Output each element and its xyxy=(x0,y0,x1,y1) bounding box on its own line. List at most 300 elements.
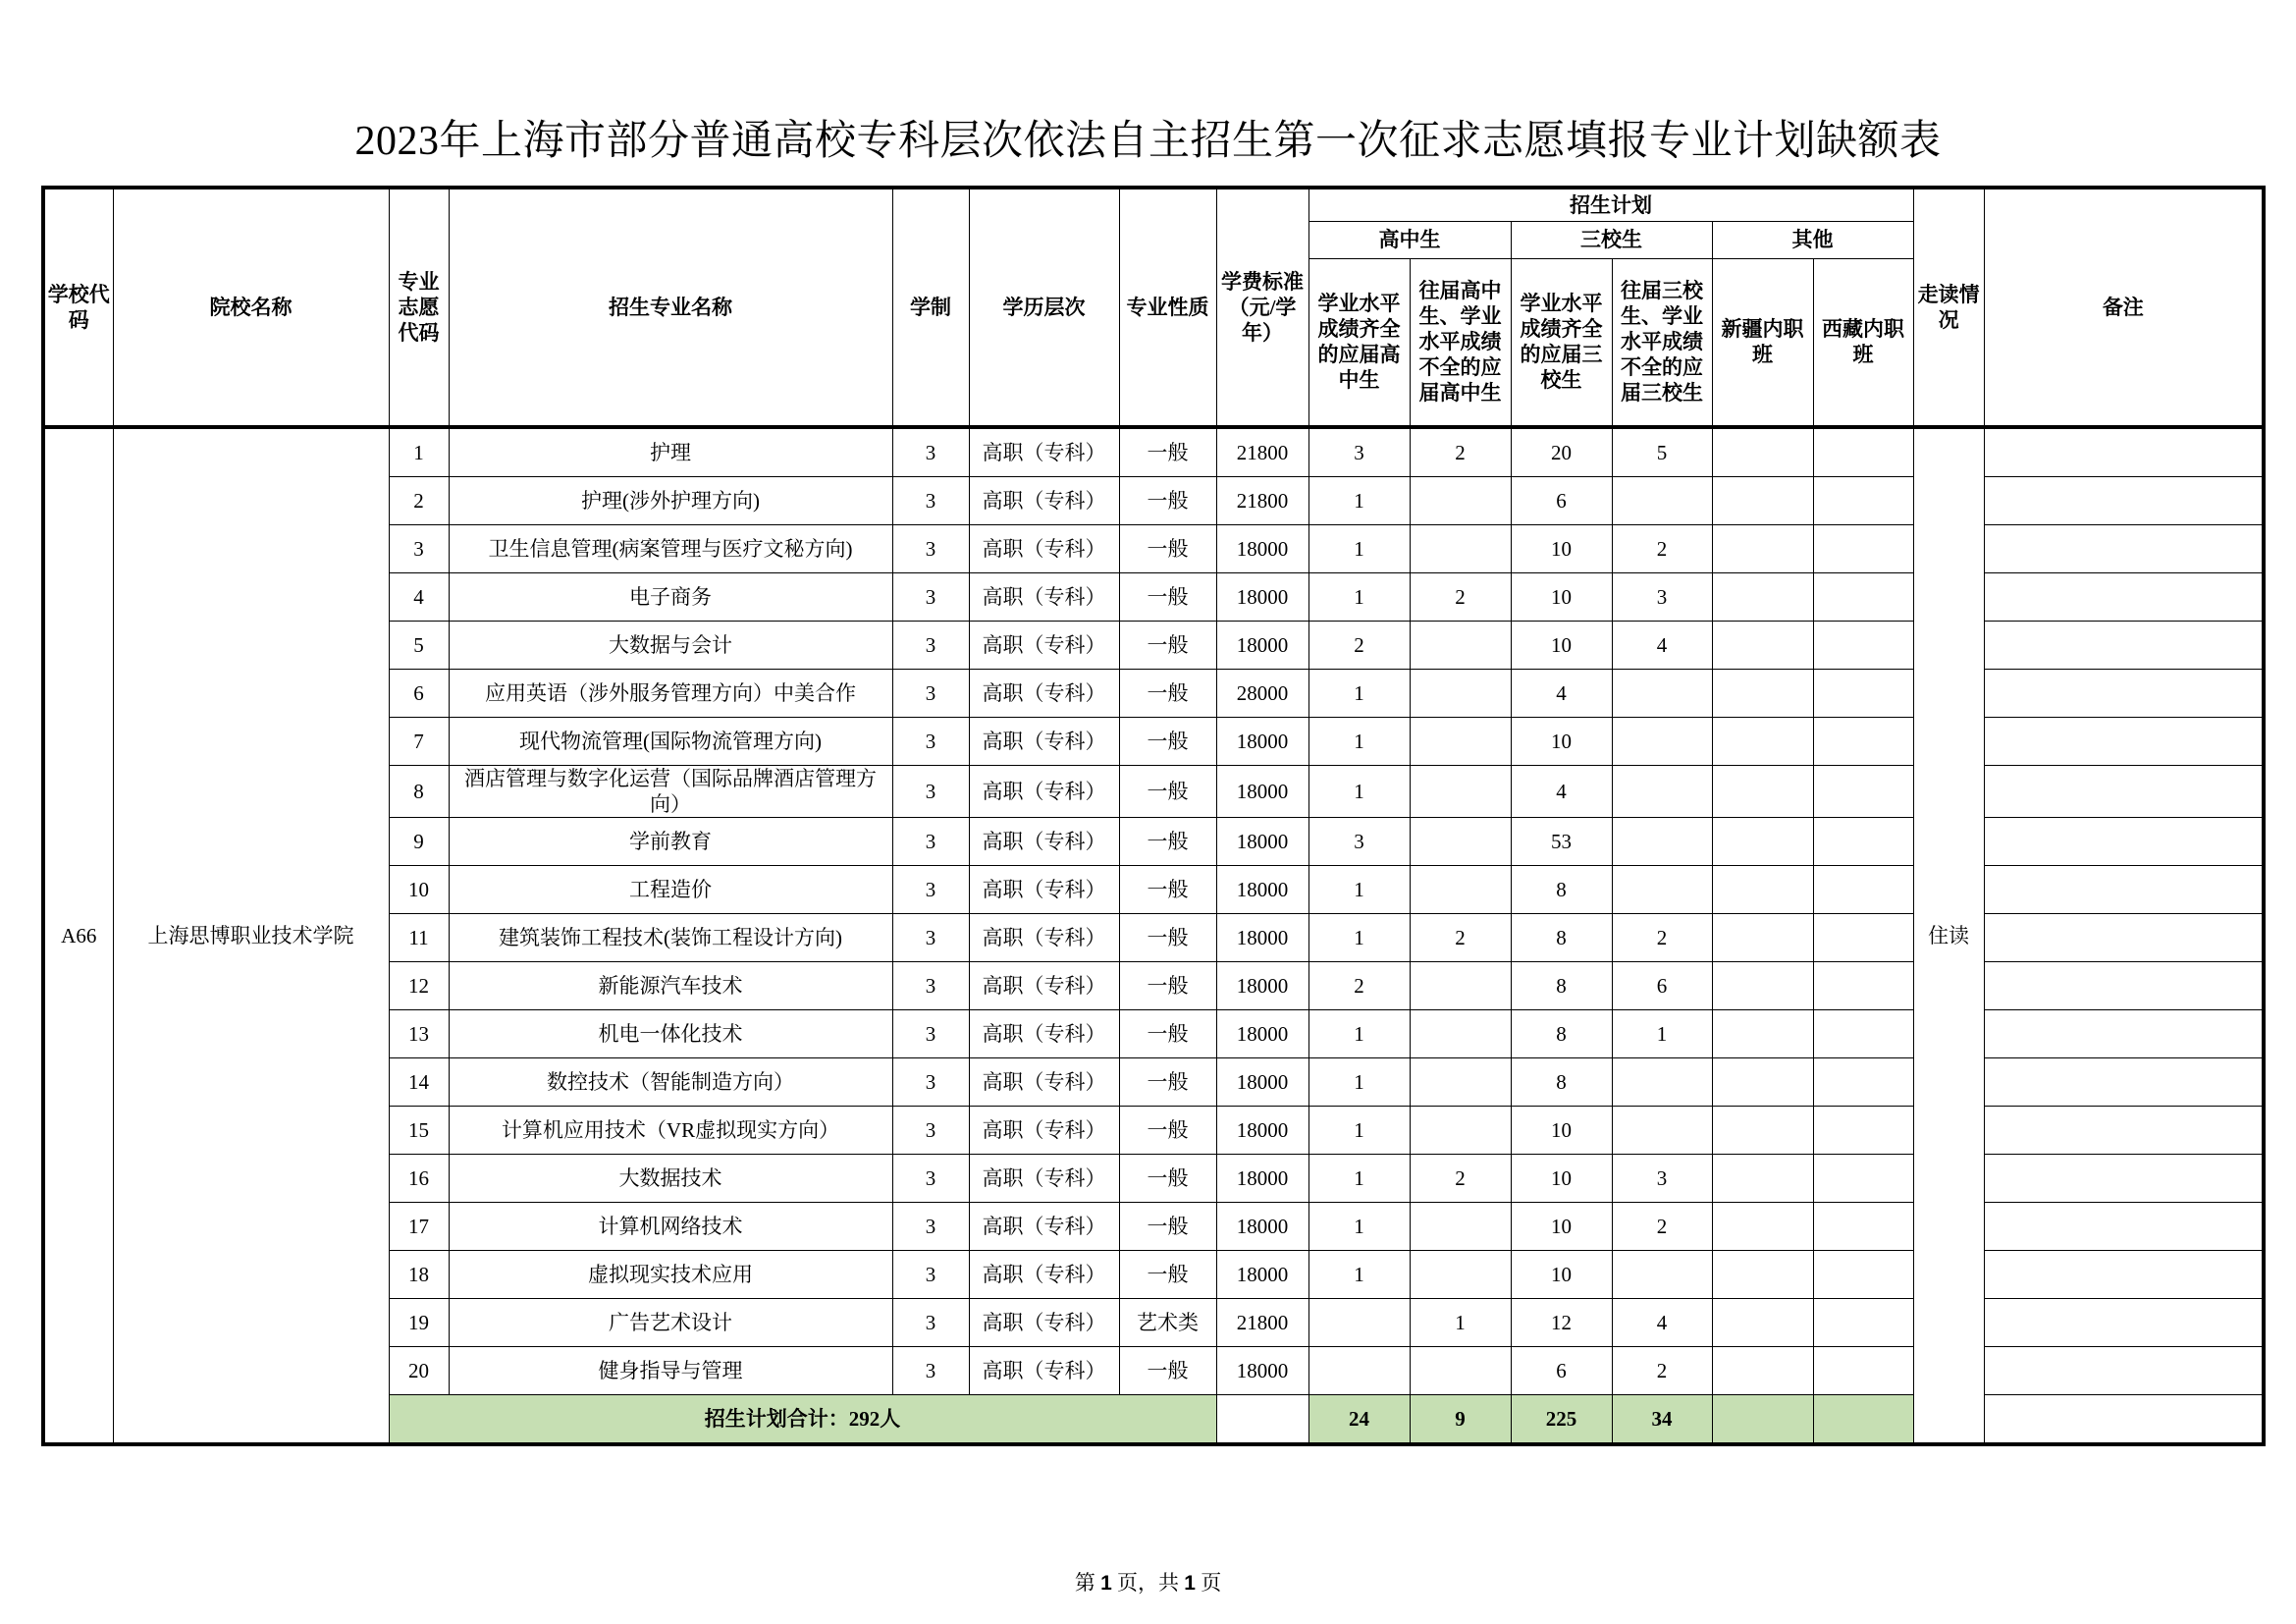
totals-remarks xyxy=(1984,1395,2264,1445)
hs-past-cell: 2 xyxy=(1410,914,1511,962)
major-name-cell: 广告艺术设计 xyxy=(449,1299,892,1347)
tibet-cell xyxy=(1813,818,1913,866)
header-duration: 学制 xyxy=(892,188,969,427)
hs-past-cell xyxy=(1410,622,1511,670)
ts-past-cell: 2 xyxy=(1612,914,1712,962)
ts-past-cell xyxy=(1612,866,1712,914)
hs-past-cell xyxy=(1410,1203,1511,1251)
ts-past-cell: 2 xyxy=(1612,525,1712,573)
page-footer xyxy=(0,1567,2296,1597)
fee-cell: 18000 xyxy=(1216,1347,1308,1395)
tibet-cell xyxy=(1813,1299,1913,1347)
fee-cell: 18000 xyxy=(1216,1203,1308,1251)
header-hs-past: 往届高中生、学业水平成绩不全的应届高中生 xyxy=(1410,258,1511,427)
fee-cell: 18000 xyxy=(1216,1251,1308,1299)
hs-past-cell xyxy=(1410,866,1511,914)
major-name-cell: 电子商务 xyxy=(449,573,892,622)
fee-cell: 18000 xyxy=(1216,525,1308,573)
tibet-cell xyxy=(1813,1010,1913,1058)
duration-cell: 3 xyxy=(892,1299,969,1347)
remarks-cell xyxy=(1984,1203,2264,1251)
hs-past-cell xyxy=(1410,1251,1511,1299)
tibet-cell xyxy=(1813,1251,1913,1299)
ts-current-cell: 10 xyxy=(1511,573,1612,622)
major-name-cell: 大数据与会计 xyxy=(449,622,892,670)
ts-current-cell: 8 xyxy=(1511,1010,1612,1058)
xinjiang-cell xyxy=(1712,573,1813,622)
tibet-cell xyxy=(1813,1155,1913,1203)
xinjiang-cell xyxy=(1712,1203,1813,1251)
duration-cell: 3 xyxy=(892,818,969,866)
level-cell: 高职（专科） xyxy=(969,818,1119,866)
header-nature: 专业性质 xyxy=(1119,188,1216,427)
nature-cell: 一般 xyxy=(1119,427,1216,477)
duration-cell: 3 xyxy=(892,866,969,914)
xinjiang-cell xyxy=(1712,622,1813,670)
xinjiang-cell xyxy=(1712,477,1813,525)
header-hs-current: 学业水平成绩齐全的应届高中生 xyxy=(1308,258,1410,427)
header-tibet: 西藏内职班 xyxy=(1813,258,1913,427)
remarks-cell xyxy=(1984,1058,2264,1107)
ts-current-cell: 53 xyxy=(1511,818,1612,866)
major-code-cell: 9 xyxy=(389,818,449,866)
xinjiang-cell xyxy=(1712,866,1813,914)
major-code-cell: 13 xyxy=(389,1010,449,1058)
header-boarding: 走读情况 xyxy=(1913,188,1984,427)
level-cell: 高职（专科） xyxy=(969,962,1119,1010)
hs-current-cell: 1 xyxy=(1308,1203,1410,1251)
ts-current-cell: 10 xyxy=(1511,1107,1612,1155)
tibet-cell xyxy=(1813,1347,1913,1395)
xinjiang-cell xyxy=(1712,1010,1813,1058)
header-ts-past: 往届三校生、学业水平成绩不全的应届三校生 xyxy=(1612,258,1712,427)
ts-past-cell: 2 xyxy=(1612,1203,1712,1251)
remarks-cell xyxy=(1984,1107,2264,1155)
hs-current-cell: 1 xyxy=(1308,866,1410,914)
school-code-cell: A66 xyxy=(43,427,113,1444)
nature-cell: 一般 xyxy=(1119,718,1216,766)
tibet-cell xyxy=(1813,427,1913,477)
table-row xyxy=(43,427,2264,477)
tibet-cell xyxy=(1813,962,1913,1010)
hs-past-cell xyxy=(1410,1010,1511,1058)
remarks-cell xyxy=(1984,573,2264,622)
ts-current-cell: 10 xyxy=(1511,1155,1612,1203)
tibet-cell xyxy=(1813,1107,1913,1155)
level-cell: 高职（专科） xyxy=(969,622,1119,670)
fee-cell: 21800 xyxy=(1216,477,1308,525)
major-name-cell: 应用英语（涉外服务管理方向）中美合作 xyxy=(449,670,892,718)
nature-cell: 一般 xyxy=(1119,477,1216,525)
duration-cell: 3 xyxy=(892,1010,969,1058)
hs-past-cell xyxy=(1410,1058,1511,1107)
duration-cell: 3 xyxy=(892,1203,969,1251)
major-code-cell: 20 xyxy=(389,1347,449,1395)
totals-hs-past: 9 xyxy=(1410,1395,1511,1445)
major-code-cell: 15 xyxy=(389,1107,449,1155)
major-code-cell: 6 xyxy=(389,670,449,718)
duration-cell: 3 xyxy=(892,914,969,962)
level-cell: 高职（专科） xyxy=(969,477,1119,525)
hs-past-cell: 2 xyxy=(1410,1155,1511,1203)
fee-cell: 18000 xyxy=(1216,914,1308,962)
major-code-cell: 7 xyxy=(389,718,449,766)
nature-cell: 一般 xyxy=(1119,622,1216,670)
hs-current-cell: 1 xyxy=(1308,1058,1410,1107)
major-code-cell: 17 xyxy=(389,1203,449,1251)
ts-past-cell: 4 xyxy=(1612,1299,1712,1347)
level-cell: 高职（专科） xyxy=(969,766,1119,818)
remarks-cell xyxy=(1984,670,2264,718)
ts-past-cell: 1 xyxy=(1612,1010,1712,1058)
school-name-cell: 上海思博职业技术学院 xyxy=(113,427,389,1444)
nature-cell: 一般 xyxy=(1119,914,1216,962)
totals-ts-past: 34 xyxy=(1612,1395,1712,1445)
ts-past-cell xyxy=(1612,1058,1712,1107)
totals-label: 招生计划合计：292人 xyxy=(389,1395,1216,1445)
ts-past-cell xyxy=(1612,1107,1712,1155)
duration-cell: 3 xyxy=(892,622,969,670)
hs-current-cell: 1 xyxy=(1308,1107,1410,1155)
ts-past-cell: 3 xyxy=(1612,573,1712,622)
ts-past-cell: 2 xyxy=(1612,1347,1712,1395)
level-cell: 高职（专科） xyxy=(969,427,1119,477)
ts-current-cell: 10 xyxy=(1511,718,1612,766)
nature-cell: 一般 xyxy=(1119,573,1216,622)
duration-cell: 3 xyxy=(892,1107,969,1155)
fee-cell: 18000 xyxy=(1216,866,1308,914)
nature-cell: 一般 xyxy=(1119,1251,1216,1299)
remarks-cell xyxy=(1984,1347,2264,1395)
duration-cell: 3 xyxy=(892,718,969,766)
hs-past-cell xyxy=(1410,718,1511,766)
header-school-code: 学校代码 xyxy=(43,188,113,427)
duration-cell: 3 xyxy=(892,573,969,622)
hs-past-cell xyxy=(1410,1347,1511,1395)
level-cell: 高职（专科） xyxy=(969,1251,1119,1299)
nature-cell: 一般 xyxy=(1119,766,1216,818)
ts-past-cell xyxy=(1612,477,1712,525)
footer-prefix: 第 xyxy=(1074,1571,1101,1595)
ts-past-cell xyxy=(1612,670,1712,718)
ts-current-cell: 8 xyxy=(1511,914,1612,962)
footer-suffix: 页 xyxy=(1195,1571,1222,1595)
remarks-cell xyxy=(1984,766,2264,818)
major-name-cell: 健身指导与管理 xyxy=(449,1347,892,1395)
level-cell: 高职（专科） xyxy=(969,1058,1119,1107)
hs-current-cell: 1 xyxy=(1308,1155,1410,1203)
xinjiang-cell xyxy=(1712,818,1813,866)
header-plan: 招生计划 xyxy=(1308,188,1913,221)
ts-past-cell: 4 xyxy=(1612,622,1712,670)
tibet-cell xyxy=(1813,718,1913,766)
hs-current-cell: 1 xyxy=(1308,914,1410,962)
ts-current-cell: 10 xyxy=(1511,525,1612,573)
level-cell: 高职（专科） xyxy=(969,1107,1119,1155)
hs-current-cell: 1 xyxy=(1308,1251,1410,1299)
fee-cell: 21800 xyxy=(1216,427,1308,477)
level-cell: 高职（专科） xyxy=(969,573,1119,622)
hs-current-cell: 1 xyxy=(1308,525,1410,573)
header-high-school: 高中生 xyxy=(1308,221,1511,258)
hs-current-cell: 3 xyxy=(1308,427,1410,477)
major-name-cell: 学前教育 xyxy=(449,818,892,866)
fee-cell: 18000 xyxy=(1216,962,1308,1010)
plan-table xyxy=(41,186,2266,1446)
hs-current-cell: 3 xyxy=(1308,818,1410,866)
hs-past-cell xyxy=(1410,525,1511,573)
major-name-cell: 现代物流管理(国际物流管理方向) xyxy=(449,718,892,766)
tibet-cell xyxy=(1813,670,1913,718)
remarks-cell xyxy=(1984,427,2264,477)
header-level: 学历层次 xyxy=(969,188,1119,427)
nature-cell: 一般 xyxy=(1119,1155,1216,1203)
header-xinjiang: 新疆内职班 xyxy=(1712,258,1813,427)
totals-hs-current: 24 xyxy=(1308,1395,1410,1445)
header-ts-current: 学业水平成绩齐全的应届三校生 xyxy=(1511,258,1612,427)
ts-current-cell: 8 xyxy=(1511,962,1612,1010)
major-code-cell: 3 xyxy=(389,525,449,573)
level-cell: 高职（专科） xyxy=(969,1203,1119,1251)
hs-current-cell: 2 xyxy=(1308,962,1410,1010)
hs-current-cell: 1 xyxy=(1308,1010,1410,1058)
hs-past-cell xyxy=(1410,477,1511,525)
major-code-cell: 4 xyxy=(389,573,449,622)
duration-cell: 3 xyxy=(892,1251,969,1299)
ts-past-cell: 3 xyxy=(1612,1155,1712,1203)
xinjiang-cell xyxy=(1712,1347,1813,1395)
duration-cell: 3 xyxy=(892,766,969,818)
major-code-cell: 5 xyxy=(389,622,449,670)
major-name-cell: 计算机网络技术 xyxy=(449,1203,892,1251)
nature-cell: 一般 xyxy=(1119,1203,1216,1251)
major-code-cell: 14 xyxy=(389,1058,449,1107)
major-code-cell: 1 xyxy=(389,427,449,477)
fee-cell: 18000 xyxy=(1216,1010,1308,1058)
level-cell: 高职（专科） xyxy=(969,1347,1119,1395)
xinjiang-cell xyxy=(1712,914,1813,962)
hs-current-cell: 1 xyxy=(1308,766,1410,818)
nature-cell: 一般 xyxy=(1119,525,1216,573)
tibet-cell xyxy=(1813,866,1913,914)
remarks-cell xyxy=(1984,1155,2264,1203)
xinjiang-cell xyxy=(1712,1107,1813,1155)
major-name-cell: 数控技术（智能制造方向） xyxy=(449,1058,892,1107)
fee-cell: 18000 xyxy=(1216,622,1308,670)
level-cell: 高职（专科） xyxy=(969,1155,1119,1203)
remarks-cell xyxy=(1984,477,2264,525)
xinjiang-cell xyxy=(1712,1058,1813,1107)
ts-current-cell: 10 xyxy=(1511,622,1612,670)
nature-cell: 一般 xyxy=(1119,866,1216,914)
duration-cell: 3 xyxy=(892,477,969,525)
level-cell: 高职（专科） xyxy=(969,1010,1119,1058)
duration-cell: 3 xyxy=(892,962,969,1010)
hs-current-cell: 1 xyxy=(1308,573,1410,622)
major-code-cell: 2 xyxy=(389,477,449,525)
xinjiang-cell xyxy=(1712,427,1813,477)
totals-fee-cell xyxy=(1216,1395,1308,1445)
boarding-cell: 住读 xyxy=(1913,427,1984,1444)
remarks-cell xyxy=(1984,525,2264,573)
xinjiang-cell xyxy=(1712,718,1813,766)
nature-cell: 艺术类 xyxy=(1119,1299,1216,1347)
hs-current-cell xyxy=(1308,1347,1410,1395)
table-header xyxy=(43,188,2264,427)
major-name-cell: 护理(涉外护理方向) xyxy=(449,477,892,525)
remarks-cell xyxy=(1984,718,2264,766)
ts-current-cell: 20 xyxy=(1511,427,1612,477)
remarks-cell xyxy=(1984,962,2264,1010)
xinjiang-cell xyxy=(1712,525,1813,573)
major-name-cell: 卫生信息管理(病案管理与医疗文秘方向) xyxy=(449,525,892,573)
ts-past-cell: 5 xyxy=(1612,427,1712,477)
totals-xinjiang xyxy=(1712,1395,1813,1445)
remarks-cell xyxy=(1984,1010,2264,1058)
xinjiang-cell xyxy=(1712,766,1813,818)
hs-current-cell: 1 xyxy=(1308,718,1410,766)
ts-current-cell: 12 xyxy=(1511,1299,1612,1347)
header-school-name: 院校名称 xyxy=(113,188,389,427)
hs-past-cell xyxy=(1410,962,1511,1010)
duration-cell: 3 xyxy=(892,525,969,573)
major-name-cell: 酒店管理与数字化运营（国际品牌酒店管理方向） xyxy=(449,766,892,818)
major-name-cell: 大数据技术 xyxy=(449,1155,892,1203)
level-cell: 高职（专科） xyxy=(969,914,1119,962)
level-cell: 高职（专科） xyxy=(969,1299,1119,1347)
xinjiang-cell xyxy=(1712,1251,1813,1299)
tibet-cell xyxy=(1813,1058,1913,1107)
fee-cell: 18000 xyxy=(1216,818,1308,866)
header-major-code: 专业志愿代码 xyxy=(389,188,449,427)
ts-current-cell: 10 xyxy=(1511,1251,1612,1299)
nature-cell: 一般 xyxy=(1119,1107,1216,1155)
ts-past-cell xyxy=(1612,818,1712,866)
major-name-cell: 机电一体化技术 xyxy=(449,1010,892,1058)
header-other: 其他 xyxy=(1712,221,1913,258)
major-code-cell: 8 xyxy=(389,766,449,818)
fee-cell: 18000 xyxy=(1216,718,1308,766)
tibet-cell xyxy=(1813,766,1913,818)
remarks-cell xyxy=(1984,1299,2264,1347)
major-code-cell: 12 xyxy=(389,962,449,1010)
xinjiang-cell xyxy=(1712,1299,1813,1347)
duration-cell: 3 xyxy=(892,1058,969,1107)
ts-past-cell xyxy=(1612,1251,1712,1299)
nature-cell: 一般 xyxy=(1119,1010,1216,1058)
nature-cell: 一般 xyxy=(1119,962,1216,1010)
tibet-cell xyxy=(1813,525,1913,573)
duration-cell: 3 xyxy=(892,427,969,477)
duration-cell: 3 xyxy=(892,1347,969,1395)
level-cell: 高职（专科） xyxy=(969,525,1119,573)
major-name-cell: 计算机应用技术（VR虚拟现实方向） xyxy=(449,1107,892,1155)
hs-current-cell: 1 xyxy=(1308,477,1410,525)
hs-past-cell: 1 xyxy=(1410,1299,1511,1347)
major-name-cell: 护理 xyxy=(449,427,892,477)
remarks-cell xyxy=(1984,622,2264,670)
tibet-cell xyxy=(1813,477,1913,525)
ts-current-cell: 8 xyxy=(1511,866,1612,914)
hs-past-cell: 2 xyxy=(1410,573,1511,622)
major-code-cell: 11 xyxy=(389,914,449,962)
remarks-cell xyxy=(1984,866,2264,914)
remarks-cell xyxy=(1984,1251,2264,1299)
tibet-cell xyxy=(1813,1203,1913,1251)
header-three-school: 三校生 xyxy=(1511,221,1712,258)
fee-cell: 21800 xyxy=(1216,1299,1308,1347)
major-code-cell: 10 xyxy=(389,866,449,914)
nature-cell: 一般 xyxy=(1119,1058,1216,1107)
hs-past-cell xyxy=(1410,1107,1511,1155)
major-code-cell: 19 xyxy=(389,1299,449,1347)
fee-cell: 18000 xyxy=(1216,1155,1308,1203)
hs-current-cell: 1 xyxy=(1308,670,1410,718)
page-title: 2023年上海市部分普通高校专科层次依法自主招生第一次征求志愿填报专业计划缺额表 xyxy=(354,119,1942,164)
hs-past-cell xyxy=(1410,670,1511,718)
xinjiang-cell xyxy=(1712,1155,1813,1203)
fee-cell: 18000 xyxy=(1216,1107,1308,1155)
major-code-cell: 18 xyxy=(389,1251,449,1299)
level-cell: 高职（专科） xyxy=(969,866,1119,914)
xinjiang-cell xyxy=(1712,962,1813,1010)
nature-cell: 一般 xyxy=(1119,818,1216,866)
remarks-cell xyxy=(1984,818,2264,866)
xinjiang-cell xyxy=(1712,670,1813,718)
hs-past-cell xyxy=(1410,766,1511,818)
duration-cell: 3 xyxy=(892,1155,969,1203)
level-cell: 高职（专科） xyxy=(969,718,1119,766)
tibet-cell xyxy=(1813,573,1913,622)
footer-middle: 页，共 xyxy=(1111,1571,1185,1595)
hs-past-cell: 2 xyxy=(1410,427,1511,477)
ts-current-cell: 6 xyxy=(1511,1347,1612,1395)
fee-cell: 28000 xyxy=(1216,670,1308,718)
header-major-name: 招生专业名称 xyxy=(449,188,892,427)
hs-current-cell: 2 xyxy=(1308,622,1410,670)
nature-cell: 一般 xyxy=(1119,1347,1216,1395)
ts-current-cell: 10 xyxy=(1511,1203,1612,1251)
tibet-cell xyxy=(1813,914,1913,962)
totals-tibet xyxy=(1813,1395,1913,1445)
footer-page-count: 1 xyxy=(1184,1572,1196,1595)
duration-cell: 3 xyxy=(892,670,969,718)
major-name-cell: 新能源汽车技术 xyxy=(449,962,892,1010)
level-cell: 高职（专科） xyxy=(969,670,1119,718)
hs-current-cell xyxy=(1308,1299,1410,1347)
remarks-cell xyxy=(1984,914,2264,962)
table-body xyxy=(43,427,2264,1444)
ts-current-cell: 8 xyxy=(1511,1058,1612,1107)
tibet-cell xyxy=(1813,622,1913,670)
fee-cell: 18000 xyxy=(1216,1058,1308,1107)
major-name-cell: 虚拟现实技术应用 xyxy=(449,1251,892,1299)
hs-past-cell xyxy=(1410,818,1511,866)
major-name-cell: 建筑装饰工程技术(装饰工程设计方向) xyxy=(449,914,892,962)
fee-cell: 18000 xyxy=(1216,573,1308,622)
ts-current-cell: 4 xyxy=(1511,766,1612,818)
ts-past-cell: 6 xyxy=(1612,962,1712,1010)
ts-current-cell: 4 xyxy=(1511,670,1612,718)
major-name-cell: 工程造价 xyxy=(449,866,892,914)
major-code-cell: 16 xyxy=(389,1155,449,1203)
nature-cell: 一般 xyxy=(1119,670,1216,718)
header-remarks: 备注 xyxy=(1984,188,2264,427)
footer-page-number: 1 xyxy=(1100,1572,1112,1595)
fee-cell: 18000 xyxy=(1216,766,1308,818)
header-fee: 学费标准（元/学年） xyxy=(1216,188,1308,427)
ts-past-cell xyxy=(1612,766,1712,818)
